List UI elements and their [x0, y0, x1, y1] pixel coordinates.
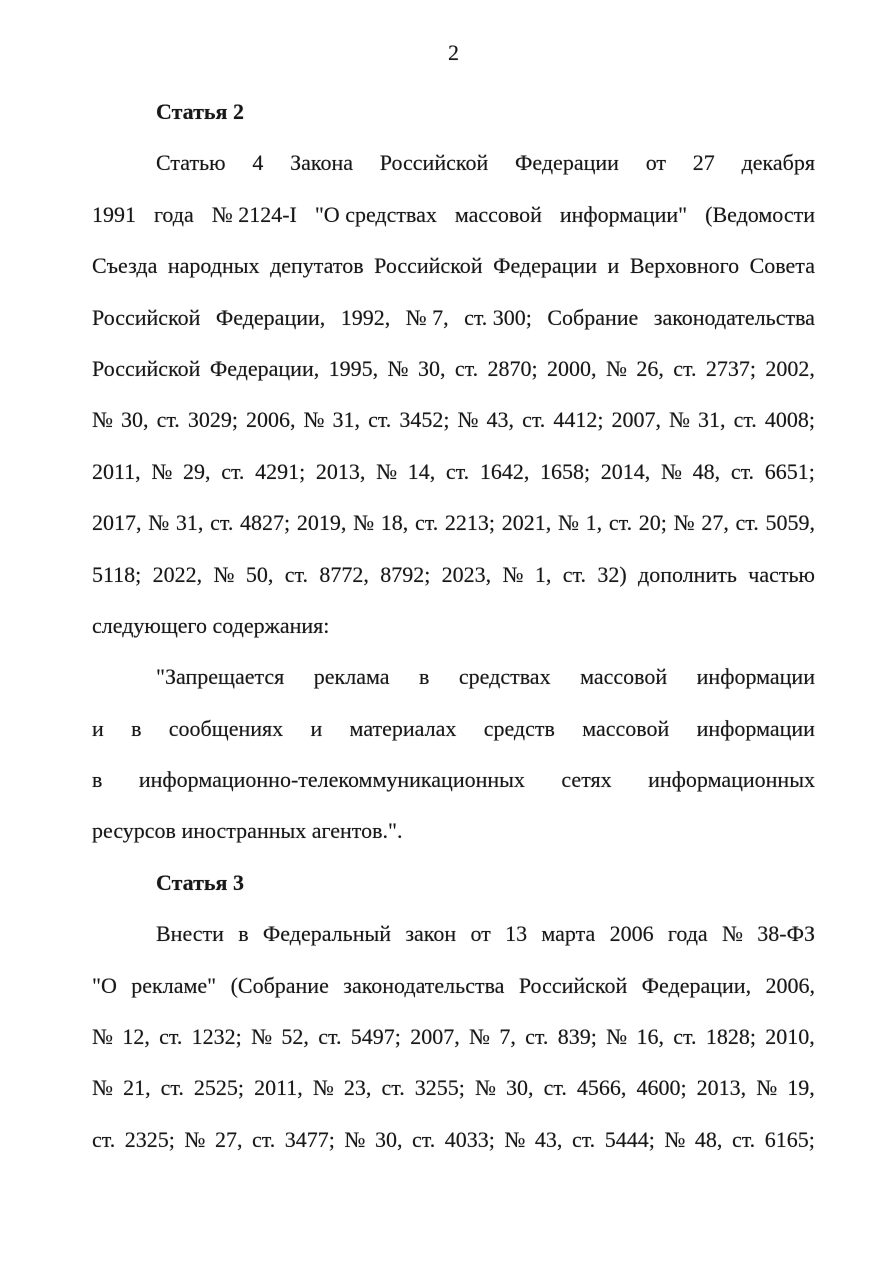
text-line: и в сообщениях и материалах средств массовой информации: [92, 715, 815, 741]
text-line: 5118; 2022, № 50, ст. 8772, 8792; 2023, № 1, ст. 32) дополнить частью: [92, 561, 815, 587]
text-line: "Запрещается реклама в средствах массовой информации: [156, 664, 815, 690]
paragraph: [92, 651, 815, 857]
paragraph: [92, 908, 815, 1165]
text-line: ст. 2325; № 27, ст. 3477; № 30, ст. 4033; № 43, ст. 5444; № 48, ст. 6165;: [92, 1126, 815, 1152]
text-line: ресурсов иностранных агентов.".: [92, 818, 403, 844]
text-line: Съезда народных депутатов Российской Федерации и Верховного Совета: [92, 253, 815, 279]
text-line: 1991 года № 2124-I "О средствах массовой информации" (Ведомости: [92, 201, 815, 227]
article-heading: Статья 3: [156, 869, 244, 895]
text-line: Российской Федерации, 1992, № 7, ст. 300; Собрание законодательства: [92, 304, 815, 330]
document-body: [92, 86, 815, 1165]
text-line: Статью 4 Закона Российской Федерации от 27 декабря: [156, 150, 815, 176]
article-heading: Статья 2: [156, 99, 244, 124]
text-line: № 21, ст. 2525; 2011, № 23, ст. 3255; № 30, ст. 4566, 4600; 2013, № 19,: [92, 1075, 815, 1101]
text-line: "О рекламе" (Собрание законодательства Российской Федерации, 2006,: [92, 972, 815, 998]
paragraph: [92, 137, 815, 651]
text-line: 2011, № 29, ст. 4291; 2013, № 14, ст. 1642, 1658; 2014, № 48, ст. 6651;: [92, 458, 815, 484]
page-number: 2: [448, 40, 459, 65]
text-line: следующего содержания:: [92, 612, 330, 638]
text-line: 2017, № 31, ст. 4827; 2019, № 18, ст. 2213; 2021, № 1, ст. 20; № 27, ст. 5059,: [92, 510, 815, 536]
text-line: № 30, ст. 3029; 2006, № 31, ст. 3452; № 43, ст. 4412; 2007, № 31, ст. 4008;: [92, 407, 815, 433]
text-line: Внести в Федеральный закон от 13 марта 2006 года № 38-ФЗ: [156, 921, 815, 947]
text-line: № 12, ст. 1232; № 52, ст. 5497; 2007, № 7, ст. 839; № 16, ст. 1828; 2010,: [92, 1024, 815, 1050]
text-line: в информационно-телекоммуникационных сетях информационных: [92, 767, 815, 793]
text-line: Российской Федерации, 1995, № 30, ст. 2870; 2000, № 26, ст. 2737; 2002,: [92, 355, 815, 381]
